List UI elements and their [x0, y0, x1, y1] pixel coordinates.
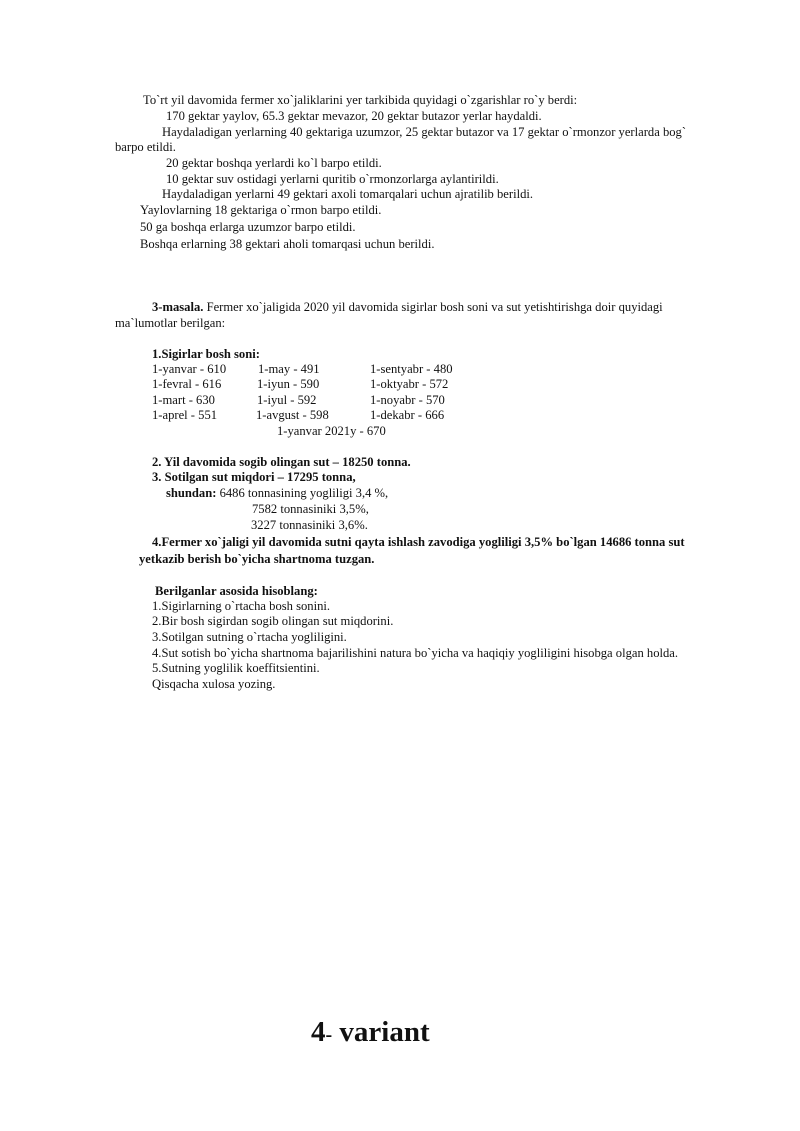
cows-cell: 1-oktyabr - 572 — [370, 377, 449, 391]
intro-line-7: Haydaladigan yerlarni 49 gektari axoli tomarqalari uchun ajratilib berildi. — [162, 187, 534, 201]
intro-line-3: Haydaladigan yerlarning 40 gektariga uzumzor, 25 gektar butazor va 17 gektar o`rmonzor yerlarda bog` — [162, 125, 687, 139]
questions-conclusion: Qisqacha xulosa yozing. — [152, 677, 276, 691]
cows-cell: 1-fevral - 616 — [152, 377, 222, 391]
cows-cell: 1-noyabr - 570 — [370, 393, 445, 407]
milk-contract-line-2: yetkazib berish bo`yicha shartnoma tuzgan. — [139, 552, 375, 566]
variant-number: 4 — [311, 1016, 326, 1048]
intro-line-4: barpo etildi. — [115, 140, 176, 154]
cows-cell: 1-aprel - 551 — [152, 408, 218, 422]
shundan-rest: 6486 tonnasining yogliligi 3,4 %, — [216, 486, 389, 500]
question-item: 5.Sutning yoglilik koeffitsientini. — [152, 661, 320, 675]
cows-cell: 1-iyul - 592 — [257, 393, 317, 407]
task-text: Fermer xo`jaligida 2020 yil davomida sigirlar bosh soni va sut yetishtirishga doir quyidagi — [203, 300, 663, 314]
question-item: 2.Bir bosh sigirdan sogib olingan sut miqdorini. — [152, 614, 394, 628]
question-item: 4.Sut sotish bo`yicha shartnoma bajarilishini natura bo`yicha va haqiqiy yogliligini hisobga olgan holda. — [152, 646, 679, 660]
task-label: 3-masala. — [152, 300, 204, 314]
questions-heading: Berilganlar asosida hisoblang: — [155, 584, 318, 598]
cows-heading: 1.Sigirlar bosh soni: — [152, 347, 260, 361]
task-intro-line-2: ma`lumotlar berilgan: — [115, 316, 226, 330]
intro-line-8: Yaylovlarning 18 gektariga o`rmon barpo etildi. — [140, 203, 382, 217]
cows-cell: 1-mart - 630 — [152, 393, 215, 407]
milk-obtained: 2. Yil davomida sogib olingan sut – 18250 tonna. — [152, 455, 411, 469]
cows-cell: 1-may - 491 — [258, 362, 320, 376]
question-item: 1.Sigirlarning o`rtacha bosh sonini. — [152, 599, 331, 613]
intro-line-5: 20 gektar boshqa yerlardi ko`l barpo etildi. — [166, 156, 382, 170]
cows-cell: 1-iyun - 590 — [257, 377, 320, 391]
intro-line-9: 50 ga boshqa erlarga uzumzor barpo etildi. — [140, 220, 356, 234]
shundan-label: shundan: — [166, 486, 217, 500]
intro-line-2: 170 gektar yaylov, 65.3 gektar mevazor, 20 gektar butazor yerlar haydaldi. — [166, 109, 542, 123]
variant-dash: - — [325, 1024, 333, 1046]
cows-cell: 1-avgust - 598 — [256, 408, 329, 422]
variant-title — [311, 1016, 430, 1049]
milk-contract-line-1: 4.Fermer xo`jaligi yil davomida sutni qayta ishlash zavodiga yogliligi 3,5% bo`lgan 14686 tonna sut — [152, 535, 685, 549]
milk-shundan-line — [166, 486, 388, 501]
milk-sold: 3. Sotilgan sut miqdori – 17295 tonna, — [152, 470, 356, 484]
cows-cell: 1-yanvar - 610 — [152, 362, 227, 376]
question-item: 3.Sotilgan sutning o`rtacha yogliligini. — [152, 630, 347, 644]
intro-line-6: 10 gektar suv ostidagi yerlarni quritib o`rmonzorlarga aylantirildi. — [166, 172, 499, 186]
cows-final: 1-yanvar 2021y - 670 — [277, 424, 386, 438]
milk-fat-row-3: 3227 tonnasiniki 3,6%. — [251, 518, 368, 532]
task-intro-line-1 — [152, 300, 663, 315]
cows-cell: 1-sentyabr - 480 — [370, 362, 453, 376]
cows-cell: 1-dekabr - 666 — [370, 408, 445, 422]
milk-fat-row-2: 7582 tonnasiniki 3,5%, — [252, 502, 369, 516]
variant-word: variant — [332, 1016, 430, 1048]
intro-line-1: To`rt yil davomida fermer xo`jaliklarini yer tarkibida quyidagi o`zgarishlar ro`y berdi: — [143, 93, 578, 107]
intro-line-10: Boshqa erlarning 38 gektari aholi tomarqasi uchun berildi. — [140, 237, 435, 251]
